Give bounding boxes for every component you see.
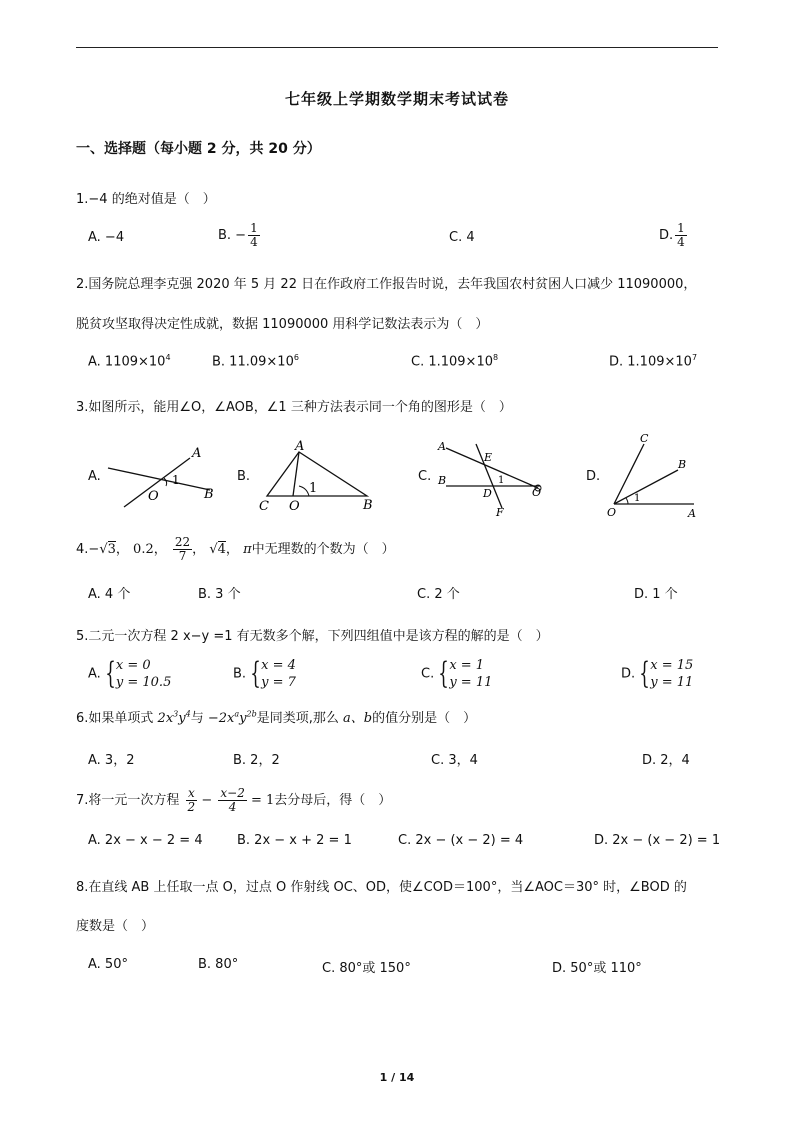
q4-option-d: D. 1 个 <box>634 587 678 602</box>
q8-option-a: A. 50° <box>88 957 128 972</box>
q6-option-a: A. 3，2 <box>88 753 135 768</box>
q7-option-a: A. 2x − x − 2 = 4 <box>88 833 203 848</box>
question-2-line-2: 脱贫攻坚取得决定性成就，数据 11090000 用科学记数法表示为（ ） <box>76 317 489 332</box>
q2-option-a: A. $1109\times 10^4$ <box>88 353 171 370</box>
fig-d-label-1: 1 <box>634 493 641 504</box>
q3-option-b: B. <box>237 469 251 484</box>
page-title: 七年级上学期数学期末考试试卷 <box>284 90 509 108</box>
q7-option-d: D. 2x − (x − 2) = 1 <box>594 833 721 848</box>
fig-a-label-O: O <box>148 489 159 504</box>
question-8-line-2: 度数是（ ） <box>76 919 155 934</box>
question-3-stem: 3.如图所示，能用∠O，∠AOB，∠1 三种方法表示同一个角的图形是（ ） <box>76 400 512 415</box>
fig-c-label-O: O <box>532 486 542 499</box>
fig-d-label-O: O <box>607 506 617 519</box>
header-rule <box>76 47 718 48</box>
fig-d-label-C: C <box>640 432 649 445</box>
q7-option-c: C. 2x − (x − 2) = 4 <box>398 833 524 848</box>
question-8-line-1: 8.在直线 AB 上任取一点 O，过点 O 作射线 OC、OD，使∠COD＝100°，当∠AOC＝30° 时，∠BOD 的 <box>76 880 687 895</box>
fig-b-label-B: B <box>363 498 373 513</box>
fig-c-label-E: E <box>484 451 493 464</box>
q8-option-c: C. 80°或 150° <box>322 961 411 976</box>
section-heading: 一、选择题（每小题 2 分，共 20 分） <box>76 141 321 157</box>
fig-c-label-D: D <box>483 487 492 500</box>
fig-c-label-A: A <box>438 440 446 453</box>
q3-figure-a <box>104 440 224 515</box>
q6-option-d: D. 2，4 <box>642 753 690 768</box>
q3-figure-c <box>432 434 552 520</box>
q8-option-d: D. 50°或 110° <box>552 961 642 976</box>
q4-option-a: A. 4 个 <box>88 587 131 602</box>
q8-option-b: B. 80° <box>198 957 239 972</box>
fig-d-label-B: B <box>678 458 687 471</box>
question-7-stem: 7.将一元一次方程 $\frac{x}{2}$ − $\frac{x-2}{4}$ = 1去分母后，得（ ） <box>76 786 392 814</box>
fig-c-label-B: B <box>438 474 447 487</box>
fig-b-label-A: A <box>295 439 305 454</box>
q1-option-a: A. −4 <box>88 230 125 245</box>
q4-option-c: C. 2 个 <box>417 587 460 602</box>
q5-option-b: B. { x = 4 y = 7 <box>233 656 296 691</box>
question-4-stem: 4.−√3， 0.2， $\frac{22}{7}$ ， √4， π中无理数的个数为（ ） <box>76 535 395 563</box>
page-number: 1 / 14 <box>379 1071 415 1084</box>
q3-option-a: A. <box>88 469 101 484</box>
q5-option-d: D. { x = 15 y = 11 <box>621 656 694 691</box>
q3-option-d: D. <box>586 469 601 484</box>
q6-option-c: C. 3，4 <box>431 753 478 768</box>
fig-b-label-C: C <box>259 499 269 514</box>
q2-option-b: B. $11.09\times 10^6$ <box>212 353 299 370</box>
q6-option-b: B. 2，2 <box>233 753 280 768</box>
q3-figure-b <box>255 438 380 516</box>
fig-d-label-A: A <box>688 507 696 520</box>
fig-b-label-1: 1 <box>309 481 318 496</box>
q1-option-d: D. $\frac{1}{4}$ <box>659 221 685 249</box>
fig-b-label-O: O <box>289 499 300 514</box>
q3-option-c: C. <box>418 469 432 484</box>
q7-option-b: B. 2x − x + 2 = 1 <box>237 833 352 848</box>
question-2-line-1: 2.国务院总理李克强 2020 年 5 月 22 日在作政府工作报告时说，去年我国农村贫困人口减少 11090000， <box>76 277 697 292</box>
q5-option-a: A. { x = 0 y = 10.5 <box>88 656 172 691</box>
question-1-stem: 1.−4 的绝对值是（ ） <box>76 192 216 207</box>
q1-option-b: B. − $\frac{1}{4}$ <box>218 221 258 249</box>
q4-option-b: B. 3 个 <box>198 587 241 602</box>
fig-c-label-F: F <box>496 506 504 519</box>
fig-c-label-1: 1 <box>498 475 505 486</box>
q3-figure-d <box>604 432 704 522</box>
fig-a-label-B: B <box>204 487 214 502</box>
fig-a-label-1: 1 <box>172 473 180 487</box>
question-5-stem: 5.二元一次方程 2 x−y =1 有无数多个解，下列四组值中是该方程的解的是（ ） <box>76 629 549 644</box>
q2-option-d: D. $1.109\times 10^7$ <box>609 353 698 370</box>
q5-option-c: C. { x = 1 y = 11 <box>421 656 493 691</box>
question-6-stem: 6.如果单项式 $2x^3y^4$与 $-2x^ay^{2b}$是同类项,那么 a、b的值分别是（ ） <box>76 709 477 726</box>
q2-option-c: C. $1.109\times 10^8$ <box>411 353 499 370</box>
fig-a-label-A: A <box>192 446 202 461</box>
q1-option-c: C. 4 <box>449 230 475 245</box>
